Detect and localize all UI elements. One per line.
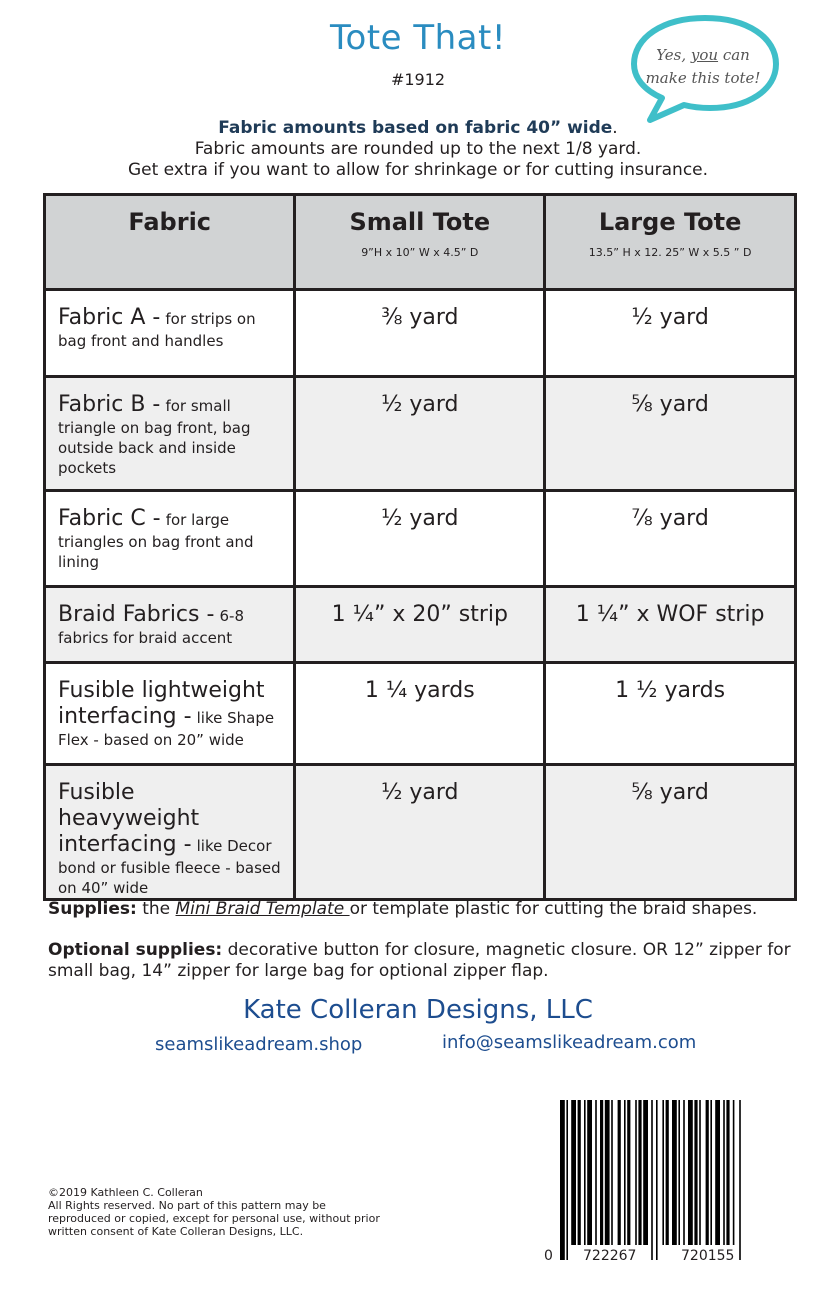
large-amount-cell: 1 ½ yards xyxy=(545,663,796,765)
large-amount-cell: ½ yard xyxy=(545,290,796,377)
barcode-bar xyxy=(611,1100,613,1245)
header-large-tote: Large Tote 13.5” H x 12. 25” W x 5.5 ” D xyxy=(545,195,796,290)
barcode-icon xyxy=(548,1098,798,1266)
table-row xyxy=(45,377,796,491)
fabric-name-cell: Fabric B - for small triangle on bag front, bag outside back and inside pockets xyxy=(45,377,295,491)
bubble-text: Yes, you can make this tote! xyxy=(645,46,761,87)
barcode-bar xyxy=(715,1100,720,1245)
barcode-bar xyxy=(688,1100,693,1245)
mini-braid-template-link[interactable]: Mini Braid Template xyxy=(175,899,350,919)
table-row xyxy=(45,491,796,587)
barcode-bar xyxy=(638,1100,641,1245)
barcode-bar xyxy=(651,1100,653,1260)
barcode-bar xyxy=(723,1100,725,1245)
table-row xyxy=(45,587,796,663)
barcode-bar xyxy=(672,1100,677,1245)
barcode-bar xyxy=(683,1100,685,1245)
fabric-name-cell: Fusible heavyweight interfacing - like Decor bond or fusible fleece - based on 40” wide xyxy=(45,765,295,900)
small-amount-cell: ⅜ yard xyxy=(295,290,545,377)
large-amount-cell: ⅝ yard xyxy=(545,765,796,900)
fabric-table xyxy=(43,193,797,901)
fabric-name-cell: Fusible lightweight interfacing - like Shape Flex - based on 20” wide xyxy=(45,663,295,765)
intro-text: Fabric amounts based on fabric 40” wide. Fabric amounts are rounded up to the next 1/8 yard. Get extra if you want to allow for shrinkage or for cutting insurance. xyxy=(127,118,709,180)
barcode-right-digits: 720155 xyxy=(681,1248,735,1264)
small-amount-cell: ½ yard xyxy=(295,491,545,587)
large-amount-cell: ⅞ yard xyxy=(545,491,796,587)
barcode-left-digits: 722267 xyxy=(583,1248,637,1264)
barcode-bar xyxy=(666,1100,669,1245)
barcode-bar xyxy=(571,1100,576,1245)
barcode-bar xyxy=(618,1100,621,1245)
barcode-bar xyxy=(699,1100,701,1245)
barcode-bar xyxy=(710,1100,712,1245)
table-row xyxy=(45,765,796,900)
barcode-bar xyxy=(578,1100,581,1245)
pattern-title: Tote That! xyxy=(330,18,506,58)
table-row xyxy=(45,290,796,377)
barcode-bar xyxy=(587,1100,592,1245)
header-fabric: Fabric xyxy=(45,195,295,290)
barcode-bar xyxy=(643,1100,648,1245)
barcode-bar xyxy=(605,1100,610,1245)
barcode-bar xyxy=(694,1100,697,1245)
barcode-bar xyxy=(566,1100,568,1260)
fabric-name-cell: Fabric A - for strips on bag front and handles xyxy=(45,290,295,377)
barcode-bar xyxy=(584,1100,586,1245)
barcode-bar xyxy=(624,1100,626,1245)
barcode-bar xyxy=(635,1100,637,1245)
barcode-bar xyxy=(627,1100,630,1245)
large-amount-cell: ⅝ yard xyxy=(545,377,796,491)
table-row xyxy=(45,663,796,765)
supplies-line: Supplies: the Mini Braid Template or template plastic for cutting the braid shapes. xyxy=(48,899,758,919)
barcode-bar xyxy=(678,1100,680,1245)
barcode-bar xyxy=(733,1100,735,1245)
barcode-bar xyxy=(600,1100,603,1245)
company-name: Kate Colleran Designs, LLC xyxy=(243,995,593,1025)
barcode-bar xyxy=(560,1100,565,1260)
pattern-number: #1912 xyxy=(390,70,446,89)
table-header-row xyxy=(45,195,796,290)
barcode-bar xyxy=(739,1100,741,1260)
large-amount-cell: 1 ¼” x WOF strip xyxy=(545,587,796,663)
barcode-lead-digit: 0 xyxy=(544,1248,553,1264)
header-small-tote: Small Tote 9”H x 10” W x 4.5” D xyxy=(295,195,545,290)
email-link[interactable]: info@seamslikeadream.com xyxy=(442,1032,697,1053)
barcode-bar xyxy=(656,1100,658,1260)
small-amount-cell: 1 ¼” x 20” strip xyxy=(295,587,545,663)
barcode-bar xyxy=(726,1100,729,1245)
website-link[interactable]: seamslikeadream.shop xyxy=(155,1034,363,1055)
optional-supplies: Optional supplies: decorative button for closure, magnetic closure. OR 12” zipper for small bag, 14” zipper for large bag for optional zipper flap. xyxy=(48,940,791,981)
small-amount-cell: ½ yard xyxy=(295,377,545,491)
barcode-bar xyxy=(662,1100,664,1245)
fabric-name-cell: Braid Fabrics - 6-8 fabrics for braid accent xyxy=(45,587,295,663)
barcode-bar xyxy=(706,1100,709,1245)
small-amount-cell: ½ yard xyxy=(295,765,545,900)
fabric-name-cell: Fabric C - for large triangles on bag front and lining xyxy=(45,491,295,587)
small-amount-cell: 1 ¼ yards xyxy=(295,663,545,765)
barcode-bar xyxy=(595,1100,597,1245)
copyright-notice: ©2019 Kathleen C. Colleran All Rights reserved. No part of this pattern may be reproduced or copied, except for personal use, without prior written consent of Kate Colleran Designs, LLC. xyxy=(48,1186,380,1238)
